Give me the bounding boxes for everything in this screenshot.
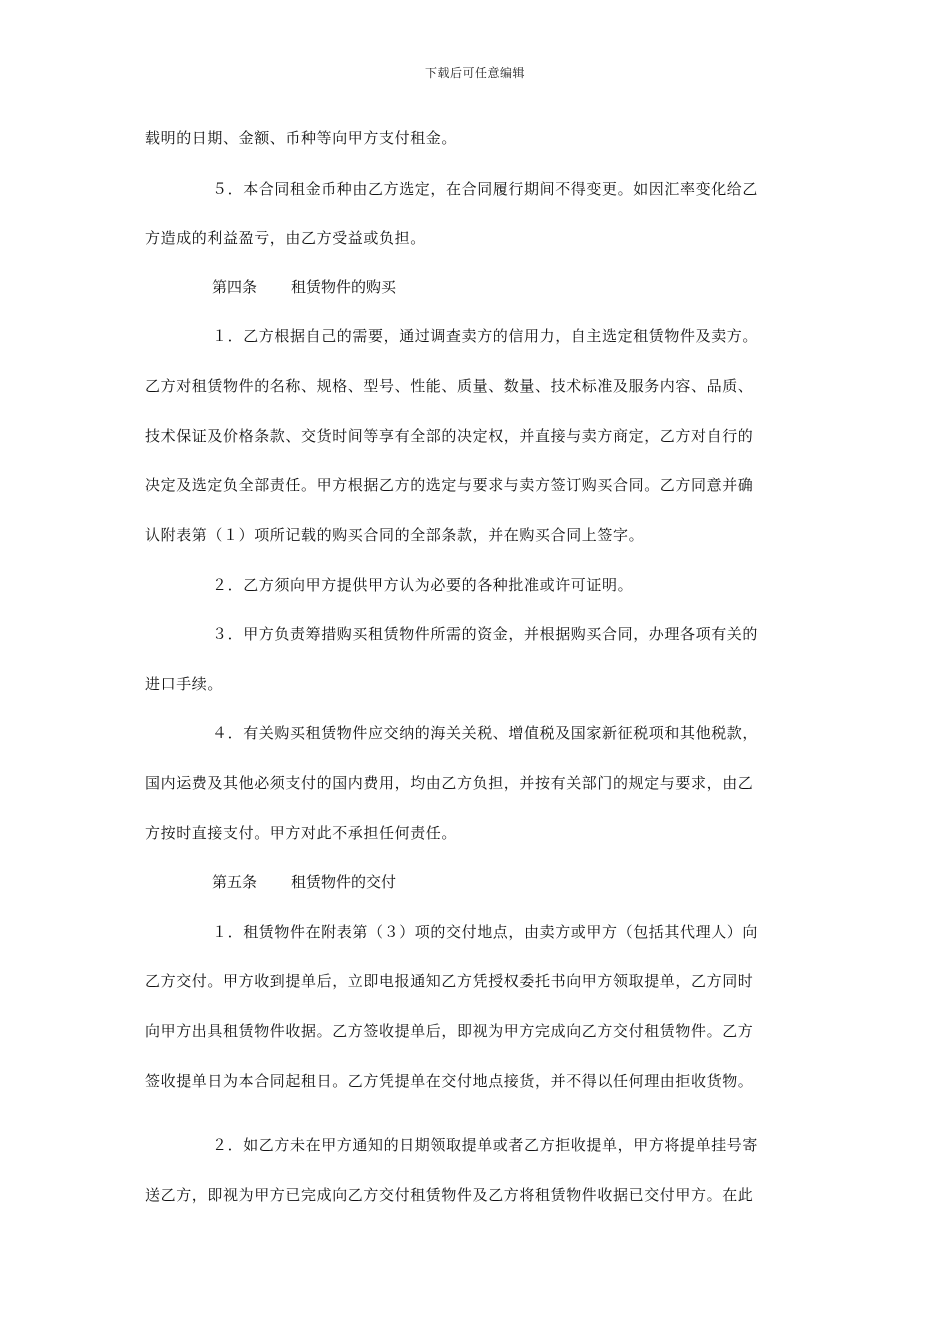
- paragraph-line: 方按时直接支付。甲方对此不承担任何责任。: [145, 824, 458, 842]
- paragraph-line: 国内运费及其他必须支付的国内费用，均由乙方负担，并按有关部门的规定与要求，由乙: [145, 774, 754, 792]
- paragraph-line: ２．如乙方未在甲方通知的日期领取提单或者乙方拒收提单，甲方将提单挂号寄: [212, 1136, 759, 1154]
- paragraph-line: 乙方对租赁物件的名称、规格、型号、性能、质量、数量、技术标准及服务内容、品质、: [145, 377, 754, 395]
- paragraph-line: 认附表第（１）项所记载的购买合同的全部条款，并在购买合同上签字。: [145, 526, 645, 544]
- paragraph-line: １．租赁物件在附表第（３）项的交付地点，由卖方或甲方（包括其代理人）向: [212, 923, 759, 941]
- article-4-heading: [212, 276, 396, 298]
- paragraph-line: ３．甲方负责筹措购买租赁物件所需的资金，并根据购买合同，办理各项有关的: [212, 625, 759, 643]
- paragraph-line: 签收提单日为本合同起租日。乙方凭提单在交付地点接货，并不得以任何理由拒收货物。: [145, 1072, 754, 1090]
- paragraph-line: 乙方交付。甲方收到提单后，立即电报通知乙方凭授权委托书向甲方领取提单，乙方同时: [145, 972, 754, 990]
- paragraph-line: 进口手续。: [145, 675, 224, 693]
- paragraph-line: １．乙方根据自己的需要，通过调查卖方的信用力，自主选定租赁物件及卖方。: [212, 327, 759, 345]
- article-number: 第五条: [212, 873, 258, 891]
- paragraph-line: 技术保证及价格条款、交货时间等享有全部的决定权，并直接与卖方商定，乙方对自行的: [145, 427, 754, 445]
- paragraph-line: ５．本合同租金币种由乙方选定，在合同履行期间不得变更。如因汇率变化给乙: [212, 180, 759, 198]
- paragraph-line: ４．有关购买租赁物件应交纳的海关关税、增值税及国家新征税项和其他税款，: [212, 724, 759, 742]
- paragraph-line: 决定及选定负全部责任。甲方根据乙方的选定与要求与卖方签订购买合同。乙方同意并确: [145, 476, 754, 494]
- paragraph-line: ２．乙方须向甲方提供甲方认为必要的各种批准或许可证明。: [212, 576, 634, 594]
- article-title: 租赁物件的购买: [291, 278, 397, 296]
- page-header: 下载后可任意编辑: [424, 66, 525, 80]
- paragraph-line: 载明的日期、金额、币种等向甲方支付租金。: [145, 129, 458, 147]
- paragraph-line: 送乙方，即视为甲方已完成向乙方交付租赁物件及乙方将租赁物件收据已交付甲方。在此: [145, 1186, 754, 1204]
- paragraph-line: 向甲方出具租赁物件收据。乙方签收提单后，即视为甲方完成向乙方交付租赁物件。乙方: [145, 1022, 754, 1040]
- article-5-heading: [212, 871, 396, 893]
- article-number: 第四条: [212, 278, 258, 296]
- article-title: 租赁物件的交付: [291, 873, 397, 891]
- paragraph-line: 方造成的利益盈亏，由乙方受益或负担。: [145, 229, 426, 247]
